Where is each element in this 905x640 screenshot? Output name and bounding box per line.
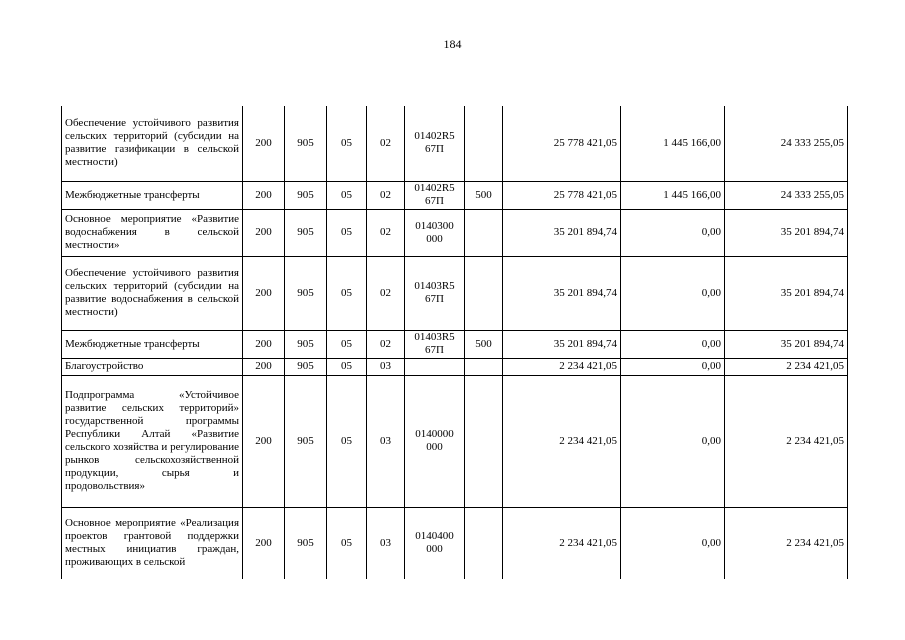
row-name: Основное мероприятие «Реализация проектов грантовой поддержки местных инициатив граждан, проживающих в сельской	[62, 507, 243, 579]
expense-type-code: 500	[465, 330, 503, 358]
expense-type-code	[465, 375, 503, 507]
amount-regional: 35 201 894,74	[725, 209, 848, 256]
target-article-code: 01403R5 67П	[405, 256, 465, 330]
section-code: 05	[327, 358, 367, 375]
target-article-code: 0140400 000	[405, 507, 465, 579]
section-code: 05	[327, 209, 367, 256]
amount-total: 2 234 421,05	[503, 375, 621, 507]
page-number: 184	[443, 37, 462, 51]
section-code: 05	[327, 106, 367, 181]
grbs-code: 200	[243, 181, 285, 209]
target-article-code: 01402R5 67П	[405, 181, 465, 209]
amount-regional: 35 201 894,74	[725, 330, 848, 358]
row-name: Подпрограмма «Устойчивое развитие сельских территорий» государственной программы Республики Алтай «Развитие сельского хозяйства и регулирование рынков сельскохозяйственной продукции, сырья и продовольствия»	[62, 375, 243, 507]
department-code: 905	[285, 256, 327, 330]
amount-total: 2 234 421,05	[503, 358, 621, 375]
amount-federal: 0,00	[621, 507, 725, 579]
expense-type-code	[465, 358, 503, 375]
section-code: 05	[327, 181, 367, 209]
department-code: 905	[285, 358, 327, 375]
row-name: Основное мероприятие «Развитие водоснабжения в сельской местности»	[62, 209, 243, 256]
amount-total: 25 778 421,05	[503, 106, 621, 181]
row-name: Межбюджетные трансферты	[62, 181, 243, 209]
expense-type-code	[465, 209, 503, 256]
subsection-code: 02	[367, 330, 405, 358]
grbs-code: 200	[243, 256, 285, 330]
amount-federal: 1 445 166,00	[621, 106, 725, 181]
subsection-code: 02	[367, 181, 405, 209]
row-name: Обеспечение устойчивого развития сельских территорий (субсидии на развитие водоснабжения в сельской местности)	[62, 256, 243, 330]
section-code: 05	[327, 507, 367, 579]
amount-federal: 0,00	[621, 209, 725, 256]
subsection-code: 03	[367, 358, 405, 375]
amount-total: 25 778 421,05	[503, 181, 621, 209]
department-code: 905	[285, 181, 327, 209]
grbs-code: 200	[243, 375, 285, 507]
target-article-code: 0140000 000	[405, 375, 465, 507]
target-article-code: 0140300 000	[405, 209, 465, 256]
department-code: 905	[285, 209, 327, 256]
table-row	[62, 181, 848, 209]
row-name: Обеспечение устойчивого развития сельских территорий (субсидии на развитие газификации в сельской местности)	[62, 106, 243, 181]
section-code: 05	[327, 330, 367, 358]
department-code: 905	[285, 106, 327, 181]
amount-total: 35 201 894,74	[503, 209, 621, 256]
subsection-code: 02	[367, 256, 405, 330]
budget-table	[61, 106, 848, 579]
target-article-code: 01403R5 67П	[405, 330, 465, 358]
department-code: 905	[285, 507, 327, 579]
table-row	[62, 209, 848, 256]
subsection-code: 02	[367, 209, 405, 256]
table-row	[62, 358, 848, 375]
amount-regional: 24 333 255,05	[725, 181, 848, 209]
amount-federal: 0,00	[621, 358, 725, 375]
subsection-code: 03	[367, 507, 405, 579]
amount-federal: 0,00	[621, 256, 725, 330]
amount-federal: 0,00	[621, 330, 725, 358]
amount-regional: 2 234 421,05	[725, 507, 848, 579]
amount-federal: 0,00	[621, 375, 725, 507]
expense-type-code	[465, 106, 503, 181]
amount-total: 35 201 894,74	[503, 330, 621, 358]
grbs-code: 200	[243, 106, 285, 181]
grbs-code: 200	[243, 358, 285, 375]
expense-type-code	[465, 256, 503, 330]
table-row	[62, 507, 848, 579]
table-row	[62, 256, 848, 330]
section-code: 05	[327, 375, 367, 507]
amount-federal: 1 445 166,00	[621, 181, 725, 209]
row-name: Межбюджетные трансферты	[62, 330, 243, 358]
grbs-code: 200	[243, 330, 285, 358]
expense-type-code: 500	[465, 181, 503, 209]
amount-total: 35 201 894,74	[503, 256, 621, 330]
subsection-code: 03	[367, 375, 405, 507]
section-code: 05	[327, 256, 367, 330]
department-code: 905	[285, 330, 327, 358]
amount-total: 2 234 421,05	[503, 507, 621, 579]
table-row	[62, 330, 848, 358]
expense-type-code	[465, 507, 503, 579]
amount-regional: 2 234 421,05	[725, 358, 848, 375]
row-name: Благоустройство	[62, 358, 243, 375]
grbs-code: 200	[243, 507, 285, 579]
target-article-code: 01402R5 67П	[405, 106, 465, 181]
table-row	[62, 106, 848, 181]
department-code: 905	[285, 375, 327, 507]
target-article-code	[405, 358, 465, 375]
amount-regional: 35 201 894,74	[725, 256, 848, 330]
amount-regional: 2 234 421,05	[725, 375, 848, 507]
amount-regional: 24 333 255,05	[725, 106, 848, 181]
grbs-code: 200	[243, 209, 285, 256]
subsection-code: 02	[367, 106, 405, 181]
table-row	[62, 375, 848, 507]
